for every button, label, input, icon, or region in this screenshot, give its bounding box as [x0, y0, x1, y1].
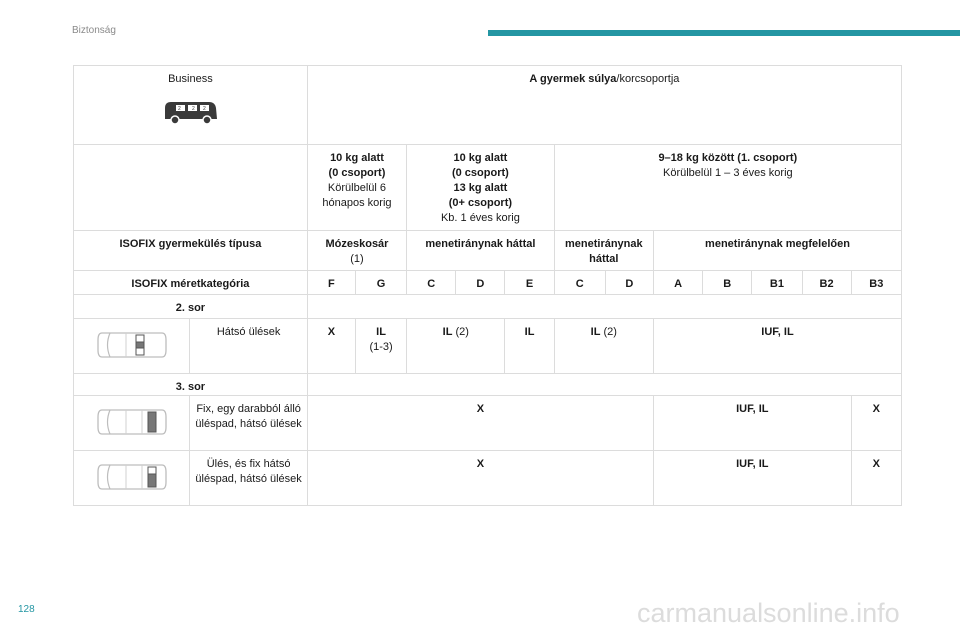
isofix-table — [73, 65, 902, 506]
group-0-b-cell: 10 kg alatt (0 csoport) 13 kg alatt (0+ csoport) Kb. 1 éves korig — [407, 145, 555, 231]
isofix-type-c4: menetiránynak megfelelően — [653, 231, 901, 271]
weight-title-cell — [307, 66, 901, 145]
size-class-value: B2 — [802, 271, 851, 295]
row2-value: X — [307, 319, 355, 374]
seat-layout-row3-seat-icon — [77, 460, 186, 494]
row2-value: IL — [505, 319, 554, 374]
section-title: Biztonság — [72, 25, 116, 36]
svg-text:2: 2 — [178, 106, 182, 112]
car-side-icon — [77, 99, 304, 127]
isofix-type-c1: Mózeskosár (1) — [307, 231, 406, 271]
row3-value: X — [307, 451, 653, 506]
size-class-value: B1 — [752, 271, 802, 295]
size-class-value: D — [456, 271, 505, 295]
size-class-value: F — [307, 271, 355, 295]
svg-text:2: 2 — [203, 106, 207, 112]
row2-value: IL (2) — [554, 319, 653, 374]
isofix-type-label: ISOFIX gyermekülés típusa — [74, 231, 308, 271]
size-class-value: C — [554, 271, 605, 295]
row2-rear-seats — [74, 319, 902, 374]
weight-title-rest: /korcsoportja — [616, 73, 680, 85]
svg-text:2: 2 — [192, 106, 196, 112]
group-row — [74, 145, 902, 231]
header-accent-bar — [488, 30, 960, 36]
row2-seat-label: Hátsó ülések — [190, 319, 307, 374]
row2-value: IL (1-3) — [355, 319, 406, 374]
size-class-value: E — [505, 271, 554, 295]
row3-label: 3. sor — [74, 374, 308, 396]
seat-layout-row3-bench-icon — [77, 405, 186, 439]
row3-value: IUF, IL — [653, 451, 851, 506]
row2-value: IUF, IL — [653, 319, 901, 374]
row3-seat — [74, 451, 902, 506]
row3-seat-label: Fix, egy darabból álló üléspad, hátsó ülések — [190, 396, 307, 451]
size-class-value: A — [653, 271, 702, 295]
isofix-type-c2: menetiránynak háttal — [407, 231, 555, 271]
isofix-type-c3: menetiránynak háttal — [554, 231, 653, 271]
row3-value: X — [851, 396, 901, 451]
seat-layout-row2-icon — [77, 328, 186, 362]
business-label: Business — [168, 73, 213, 85]
size-class-value: B — [703, 271, 752, 295]
size-class-value: G — [355, 271, 406, 295]
table-header-row — [74, 66, 902, 145]
business-cell — [74, 66, 308, 145]
row3-bench — [74, 396, 902, 451]
size-class-value: C — [407, 271, 456, 295]
row2-label: 2. sor — [74, 295, 308, 319]
isofix-type-row — [74, 231, 902, 271]
watermark: carmanualsonline.info — [637, 598, 900, 628]
row2-header — [74, 295, 902, 319]
row3-value: X — [307, 396, 653, 451]
group-1-cell: 9–18 kg között (1. csoport) Körülbelül 1 – 3 éves korig — [554, 145, 901, 231]
row3-seat-label: Ülés, és fix hátsó üléspad, hátsó ülések — [190, 451, 307, 506]
row3-header — [74, 374, 902, 396]
size-class-label: ISOFIX méretkategória — [74, 271, 308, 295]
size-class-value: D — [605, 271, 653, 295]
size-class-row — [74, 271, 902, 295]
size-class-value: B3 — [851, 271, 901, 295]
group-0-a-cell: 10 kg alatt (0 csoport) Körülbelül 6 hónapos korig — [307, 145, 406, 231]
page-number: 128 — [18, 604, 35, 615]
row2-value: IL (2) — [407, 319, 505, 374]
row3-value: X — [851, 451, 901, 506]
row3-value: IUF, IL — [653, 396, 851, 451]
weight-title-bold: A gyermek súlya — [529, 73, 617, 85]
